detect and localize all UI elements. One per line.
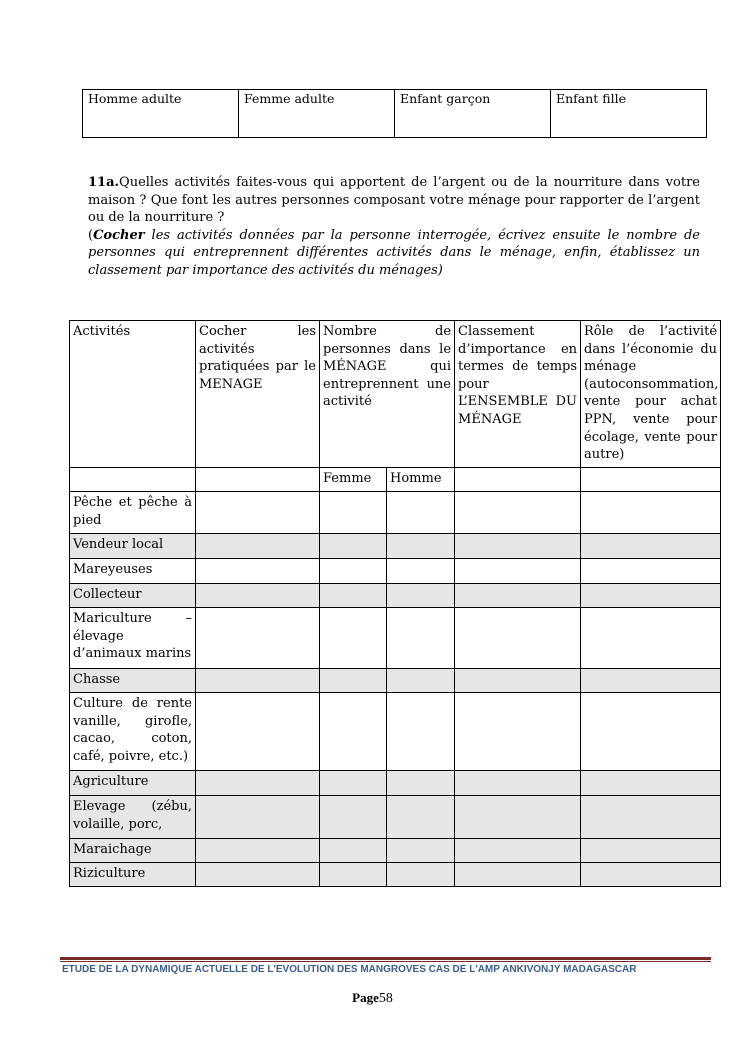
role-cell[interactable] <box>581 559 721 584</box>
activity-check-cell[interactable] <box>196 796 320 839</box>
subheader-empty-cell <box>70 468 196 492</box>
instruction-bold: Cocher <box>93 227 145 243</box>
classement-cell[interactable] <box>455 534 581 559</box>
activity-name: Maraichage <box>70 839 196 863</box>
activity-name: Chasse <box>70 669 196 693</box>
homme-count-cell[interactable] <box>387 771 455 796</box>
page-number <box>0 990 745 1007</box>
table-row <box>70 863 721 887</box>
classement-cell[interactable] <box>455 608 581 669</box>
activities-header-row <box>70 321 721 468</box>
activity-check-cell[interactable] <box>196 863 320 887</box>
homme-count-cell[interactable] <box>387 492 455 534</box>
homme-count-cell[interactable] <box>387 796 455 839</box>
classement-cell[interactable] <box>455 771 581 796</box>
classement-cell[interactable] <box>455 559 581 584</box>
table-row <box>70 669 721 693</box>
activity-name: Mariculture – élevage d’animaux marins <box>70 608 196 669</box>
activity-name: Collecteur <box>70 584 196 608</box>
footer-rule <box>60 957 711 960</box>
table-row <box>70 796 721 839</box>
activity-name: Mareyeuses <box>70 559 196 584</box>
activity-name: Riziculture <box>70 863 196 887</box>
activity-check-cell[interactable] <box>196 534 320 559</box>
femme-count-cell[interactable] <box>320 559 387 584</box>
femme-count-cell[interactable] <box>320 839 387 863</box>
homme-count-cell[interactable] <box>387 693 455 771</box>
table-row <box>70 608 721 669</box>
activity-check-cell[interactable] <box>196 608 320 669</box>
table-row <box>70 584 721 608</box>
header-activites: Activités <box>70 321 196 468</box>
activities-subheader-row <box>70 468 721 492</box>
femme-count-cell[interactable] <box>320 669 387 693</box>
femme-count-cell[interactable] <box>320 534 387 559</box>
homme-count-cell[interactable] <box>387 584 455 608</box>
activity-check-cell[interactable] <box>196 559 320 584</box>
femme-count-cell[interactable] <box>320 863 387 887</box>
subheader-homme: Homme <box>387 468 455 492</box>
subheader-empty-cell <box>455 468 581 492</box>
activities-table <box>69 320 721 887</box>
classement-cell[interactable] <box>455 669 581 693</box>
header-enfant-fille: Enfant fille <box>551 90 707 138</box>
question-number: 11a. <box>88 175 120 190</box>
activity-name: Agriculture <box>70 771 196 796</box>
classement-cell[interactable] <box>455 863 581 887</box>
activity-name: Vendeur local <box>70 534 196 559</box>
role-cell[interactable] <box>581 669 721 693</box>
activity-check-cell[interactable] <box>196 771 320 796</box>
header-nombre: Nombre de personnes dans le MÉNAGE qui entreprennent une activité <box>320 321 455 468</box>
subheader-empty-cell <box>196 468 320 492</box>
classement-cell[interactable] <box>455 839 581 863</box>
role-cell[interactable] <box>581 839 721 863</box>
page-number-value: 58 <box>378 991 393 1006</box>
femme-count-cell[interactable] <box>320 693 387 771</box>
classement-cell[interactable] <box>455 584 581 608</box>
homme-count-cell[interactable] <box>387 839 455 863</box>
role-cell[interactable] <box>581 863 721 887</box>
role-cell[interactable] <box>581 534 721 559</box>
classement-cell[interactable] <box>455 693 581 771</box>
classement-cell[interactable] <box>455 492 581 534</box>
table-row <box>70 693 721 771</box>
femme-count-cell[interactable] <box>320 796 387 839</box>
question-instruction <box>88 227 700 280</box>
role-cell[interactable] <box>581 693 721 771</box>
page-label: Page <box>352 990 379 1005</box>
question-text: Quelles activités faites-vous qui apportent de l’argent ou de la nourriture dans votre maison ? Que font les autres personnes composant votre ménage pour rapporter de l’argent ou de la nourriture ? <box>88 175 700 226</box>
instruction-text: les activités données par la personne interrogée, écrivez ensuite le nombre de personnes qui entreprennent différentes activités dans le ménage, enfin, établissez un classement par importance des activités du ménages) <box>88 227 700 278</box>
footer-rule-thin <box>60 961 711 962</box>
header-classement: Classement d’importance en termes de temps pour L’ENSEMBLE DU MÉNAGE <box>455 321 581 468</box>
header-femme-adulte: Femme adulte <box>239 90 395 138</box>
header-role: Rôle de l’activité dans l’économie du ménage (autoconsommation, vente pour achat PPN, vente pour écolage, vente pour autre) <box>581 321 721 468</box>
role-cell[interactable] <box>581 608 721 669</box>
instruction-open-paren: ( <box>88 227 94 243</box>
household-members-header-row <box>83 90 707 138</box>
activity-check-cell[interactable] <box>196 669 320 693</box>
table-row <box>70 534 721 559</box>
table-row <box>70 559 721 584</box>
homme-count-cell[interactable] <box>387 669 455 693</box>
footer-title: ETUDE DE LA DYNAMIQUE ACTUELLE DE L'EVOLUTION DES MANGROVES CAS DE L'AMP ANKIVONJY MADAGASCAR <box>62 964 637 975</box>
question-11a <box>88 174 700 280</box>
role-cell[interactable] <box>581 584 721 608</box>
activity-check-cell[interactable] <box>196 839 320 863</box>
table-row <box>70 492 721 534</box>
subheader-femme: Femme <box>320 468 387 492</box>
homme-count-cell[interactable] <box>387 608 455 669</box>
table-row <box>70 839 721 863</box>
header-cocher: Cocher les activités pratiquées par le MENAGE <box>196 321 320 468</box>
header-enfant-garcon: Enfant garçon <box>395 90 551 138</box>
activity-name: Pêche et pêche à pied <box>70 492 196 534</box>
question-text-paragraph <box>88 174 700 227</box>
femme-count-cell[interactable] <box>320 492 387 534</box>
activity-name: Culture de rente vanille, girofle, cacao, coton, café, poivre, etc.) <box>70 693 196 771</box>
classement-cell[interactable] <box>455 796 581 839</box>
activity-name: Elevage (zébu, volaille, porc, <box>70 796 196 839</box>
homme-count-cell[interactable] <box>387 559 455 584</box>
role-cell[interactable] <box>581 796 721 839</box>
role-cell[interactable] <box>581 492 721 534</box>
table-row <box>70 771 721 796</box>
header-homme-adulte: Homme adulte <box>83 90 239 138</box>
femme-count-cell[interactable] <box>320 771 387 796</box>
household-members-table <box>82 89 707 138</box>
homme-count-cell[interactable] <box>387 534 455 559</box>
homme-count-cell[interactable] <box>387 863 455 887</box>
role-cell[interactable] <box>581 771 721 796</box>
activity-check-cell[interactable] <box>196 584 320 608</box>
femme-count-cell[interactable] <box>320 608 387 669</box>
subheader-empty-cell <box>581 468 721 492</box>
activity-check-cell[interactable] <box>196 492 320 534</box>
activity-check-cell[interactable] <box>196 693 320 771</box>
femme-count-cell[interactable] <box>320 584 387 608</box>
